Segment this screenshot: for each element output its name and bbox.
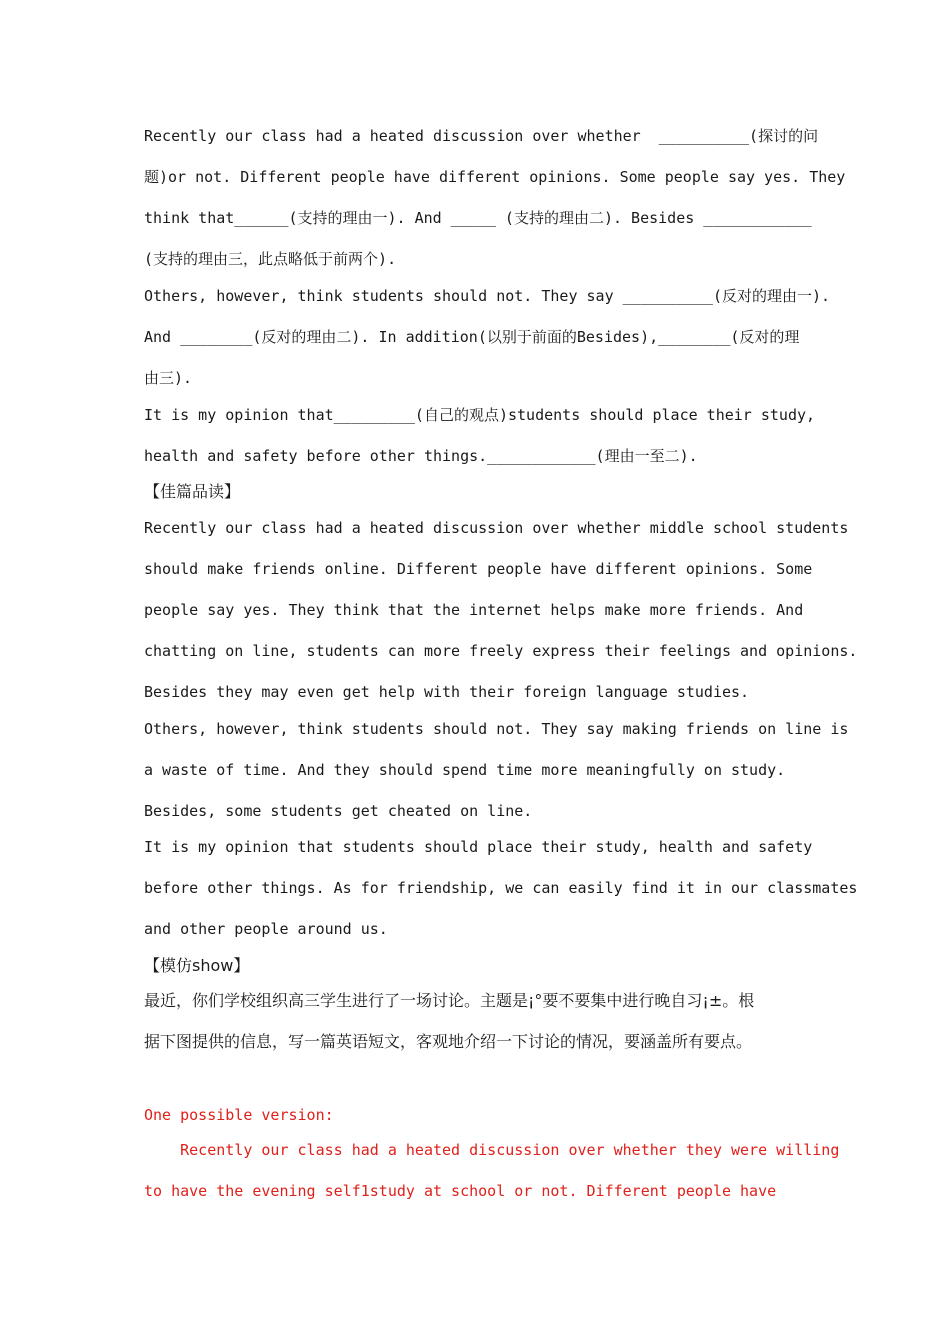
sample-line-10: before other things. As for friendship, we can easily find it in our classmates — [144, 879, 858, 897]
template-line-2: 题)or not. Different people have different opinions. Some people say yes. They — [144, 168, 846, 186]
sample-line-2: should make friends online. Different people have different opinions. Some — [144, 560, 813, 578]
answer-line-1: Recently our class had a heated discussion over whether they were willing — [144, 1141, 840, 1159]
sample-line-7: a waste of time. And they should spend time more meaningfully on study. — [144, 761, 786, 779]
sample-line-6: Others, however, think students should not. They say making friends on line is — [144, 720, 849, 738]
answer-label: One possible version: — [144, 1106, 334, 1124]
task-line-2: 据下图提供的信息，写一篇英语短文，客观地介绍一下讨论的情况，要涵盖所有要点。 — [144, 1032, 753, 1051]
template-line-5: Others, however, think students should not. They say __________(反对的理由一). — [144, 287, 831, 305]
imitate-heading: 【模仿show】 — [144, 956, 250, 975]
template-line-8: It is my opinion that_________(自己的观点)students should place their study, — [144, 406, 816, 424]
sample-line-3: people say yes. They think that the internet helps make more friends. And — [144, 601, 804, 619]
sample-line-8: Besides, some students get cheated on line. — [144, 802, 533, 820]
task-line-1: 最近，你们学校组织高三学生进行了一场讨论。主题是¡°要不要集中进行晚自习¡±。根 — [144, 991, 755, 1010]
sample-line-5: Besides they may even get help with their foreign language studies. — [144, 683, 750, 701]
template-line-9: health and safety before other things.____________(理由一至二). — [144, 447, 698, 465]
sample-heading: 【佳篇品读】 — [144, 482, 241, 501]
sample-line-4: chatting on line, students can more freely express their feelings and opinions. — [144, 642, 858, 660]
answer-line-2: to have the evening self1study at school or not. Different people have — [144, 1182, 777, 1200]
sample-line-1: Recently our class had a heated discussion over whether middle school students — [144, 519, 849, 537]
sample-line-9: It is my opinion that students should place their study, health and safety — [144, 838, 813, 856]
template-line-4: (支持的理由三，此点略低于前两个). — [144, 250, 397, 268]
template-line-6: And ________(反对的理由二). In addition(以别于前面的Besides),________(反对的理 — [144, 328, 800, 346]
sample-line-11: and other people around us. — [144, 920, 388, 938]
template-line-7: 由三). — [144, 369, 193, 387]
template-line-3: think that______(支持的理由一). And _____ (支持的理由二). Besides ____________ — [144, 209, 812, 227]
template-line-1: Recently our class had a heated discussion over whether __________(探讨的问 — [144, 127, 819, 145]
